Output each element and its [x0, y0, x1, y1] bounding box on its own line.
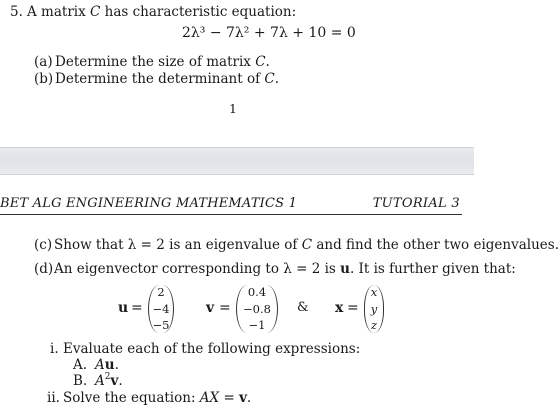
vector-v-entry-3: −1	[248, 318, 266, 332]
question-number: 5.	[10, 4, 23, 20]
subpart-i-label: i.	[50, 341, 59, 357]
part-c-label: (c)	[34, 237, 53, 253]
characteristic-equation: 2λ³ − 7λ² + 7λ + 10 = 0	[182, 25, 356, 41]
vector-u-entry-3: −5	[152, 318, 170, 332]
vector-u-matrix	[148, 285, 174, 333]
vector-v-matrix	[236, 285, 278, 333]
vector-v-entry-2: −0.8	[243, 301, 271, 316]
subpart-B-expression: $A^2v$.	[95, 372, 123, 389]
part-d-label: (d)	[34, 261, 54, 277]
ampersand: &	[297, 300, 309, 315]
part-a-label: (a)	[34, 54, 53, 70]
subpart-ii-label: ii.	[47, 390, 60, 406]
vector-x-matrix	[364, 285, 384, 333]
vector-x	[335, 285, 385, 333]
equals-sign: =	[131, 300, 143, 316]
equals-sign: =	[219, 300, 231, 316]
header-rule	[0, 214, 462, 215]
vector-u-entry-1: 2	[157, 285, 165, 299]
page-separator	[0, 147, 474, 175]
vector-v-name: v	[206, 300, 215, 316]
part-d-text: An eigenvector corresponding to λ = 2 is u. It is further given that:	[54, 261, 516, 277]
subpart-A-expression: Au.	[95, 357, 119, 373]
vector-v-entry-1: 0.4	[247, 285, 267, 299]
vector-x-entry-2: y	[370, 301, 378, 316]
part-b-text: Determine the determinant of C.	[55, 71, 280, 87]
page-header-left: BET ALG ENGINEERING MATHEMATICS 1	[0, 196, 298, 211]
part-a-text: Determine the size of matrix C.	[55, 54, 270, 70]
vector-x-name: x	[335, 300, 344, 316]
page-header-right: TUTORIAL 3	[372, 196, 460, 211]
subpart-i-text: Evaluate each of the following expressions:	[63, 341, 361, 357]
vector-u-name: u	[118, 300, 129, 316]
vector-x-entry-1: x	[370, 285, 378, 299]
part-c-text: Show that λ = 2 is an eigenvalue of C and find the other two eigenvalues.	[54, 237, 559, 253]
vector-u-entry-2: −4	[152, 301, 170, 316]
question-intro: A matrix C has characteristic equation:	[27, 4, 297, 20]
page-number: 1	[229, 101, 237, 116]
equals-sign: =	[347, 300, 359, 316]
vector-x-entry-3: z	[370, 318, 378, 332]
subpart-B-label: B.	[73, 373, 88, 389]
vector-u	[118, 285, 178, 333]
part-b-label: (b)	[34, 71, 54, 87]
subpart-A-label: A.	[73, 357, 88, 373]
subpart-ii-text: Solve the equation: AX = v.	[63, 390, 252, 406]
vector-v	[206, 285, 286, 333]
